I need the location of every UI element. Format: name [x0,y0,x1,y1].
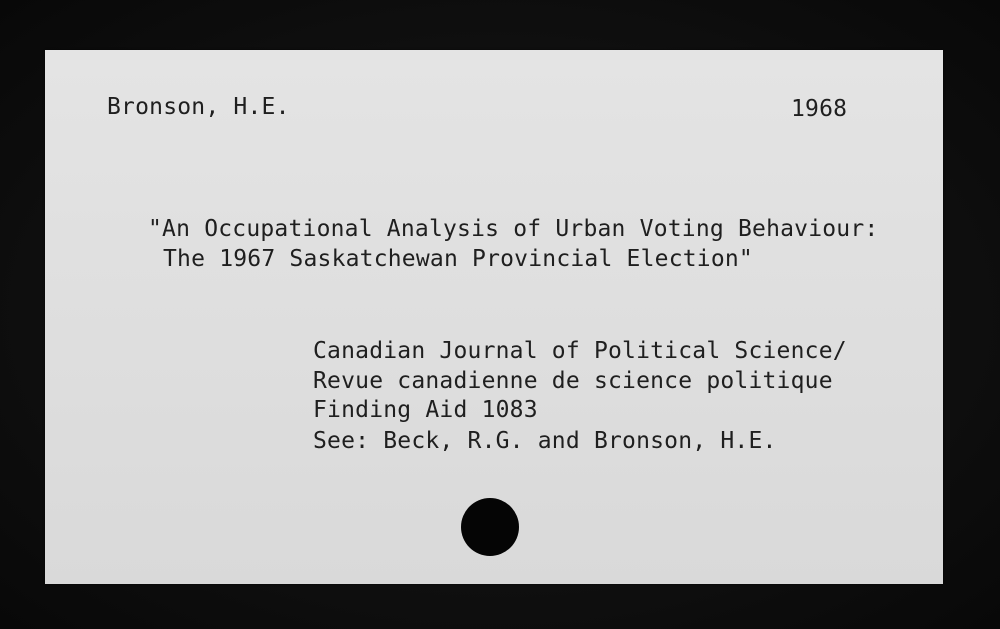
card-title-line: The 1967 Saskatchewan Provincial Election" [163,246,753,272]
catalog-card [45,50,943,584]
punch-hole [461,498,519,556]
card-source-line: Revue canadienne de science politique [313,368,833,394]
card-finding-aid: Finding Aid 1083 [313,397,538,423]
card-author: Bronson, H.E. [107,94,290,120]
card-cross-reference: See: Beck, R.G. and Bronson, H.E. [313,428,777,454]
card-source-line: Canadian Journal of Political Science/ [313,338,847,364]
card-title-line: "An Occupational Analysis of Urban Voting Behaviour: [148,216,879,242]
card-year: 1968 [791,96,848,122]
